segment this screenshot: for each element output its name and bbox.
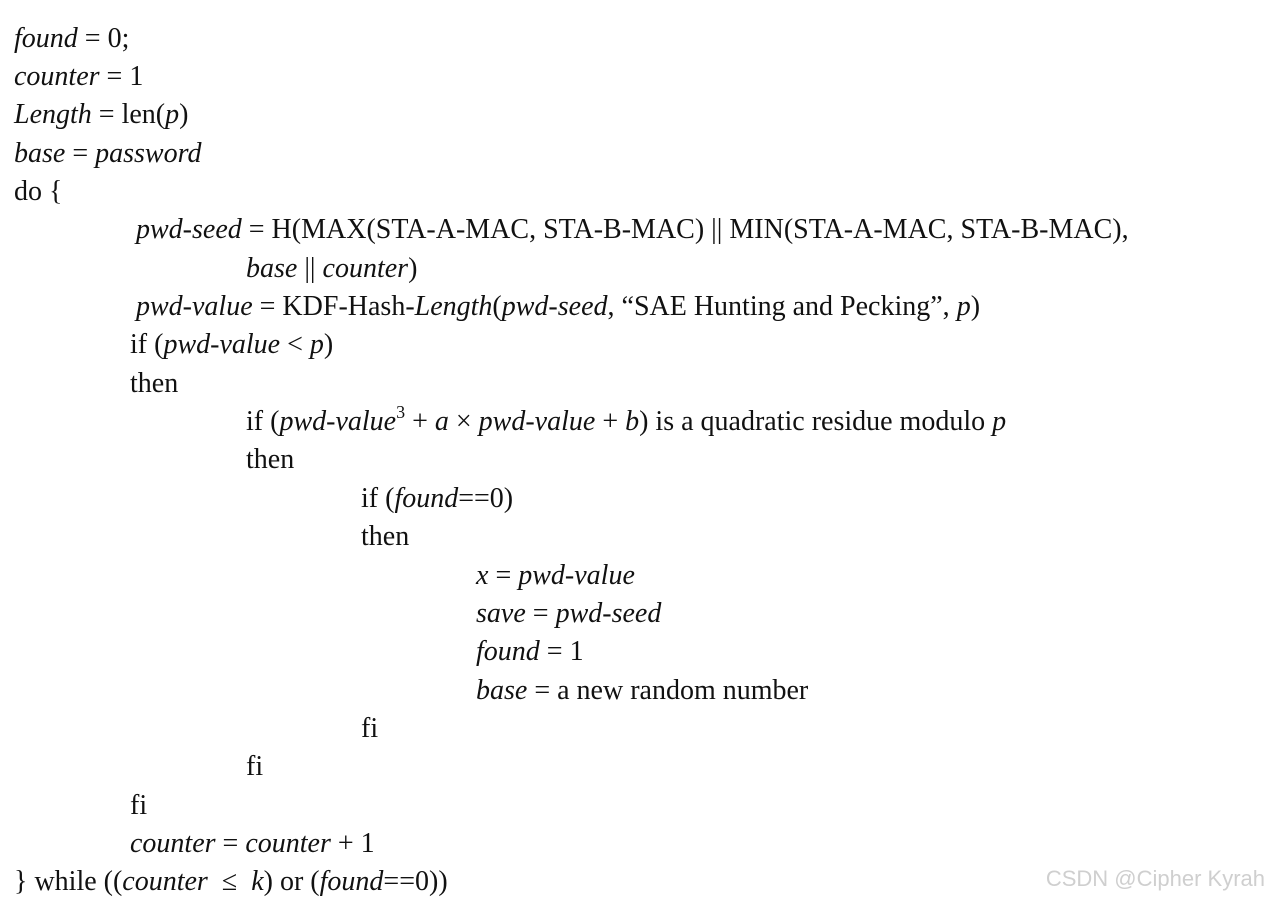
code-line — [14, 101, 188, 129]
code-text: then — [246, 444, 295, 475]
variable-text: pwd-value — [136, 291, 253, 322]
code-line — [14, 178, 62, 206]
variable-text: p — [992, 406, 1007, 437]
variable-text: pwd-seed — [555, 598, 662, 629]
code-line — [136, 216, 1129, 244]
code-text: ) — [408, 253, 418, 284]
code-text: ) or ( — [263, 866, 320, 897]
code-line — [476, 600, 661, 628]
code-text: = — [65, 138, 96, 169]
code-text: = len( — [91, 99, 166, 130]
code-text: = — [488, 560, 519, 591]
variable-text: found — [319, 866, 384, 897]
code-line — [14, 63, 143, 91]
variable-text: counter — [130, 828, 216, 859]
variable-text: k — [251, 866, 264, 897]
code-text: + 1 — [330, 828, 375, 859]
variable-text: counter — [322, 253, 409, 284]
code-line — [130, 830, 375, 858]
code-line — [361, 523, 409, 551]
superscript-text: 3 — [396, 402, 406, 422]
variable-text: found — [476, 636, 540, 667]
variable-text: Length — [14, 99, 92, 130]
variable-text: p — [309, 329, 324, 360]
code-text: } while (( — [14, 866, 123, 897]
code-text: ==0)) — [383, 866, 448, 897]
variable-text: pwd-seed — [501, 291, 608, 322]
variable-text: counter — [122, 866, 208, 897]
variable-text: b — [625, 406, 640, 437]
code-text: do { — [14, 176, 63, 207]
code-text: = 0; — [77, 23, 130, 54]
variable-text: pwd-value — [518, 560, 635, 591]
code-text: fi — [246, 751, 264, 782]
code-text: then — [361, 521, 410, 552]
variable-text: a — [434, 406, 449, 437]
variable-text: p — [165, 99, 180, 130]
code-text: ) — [323, 329, 334, 360]
variable-text: found — [394, 483, 459, 514]
code-text: + — [595, 406, 626, 437]
code-text: if ( — [361, 483, 395, 514]
variable-text: found — [14, 23, 78, 54]
code-text: ) — [179, 99, 189, 130]
code-text: × — [448, 406, 479, 437]
watermark: CSDN @Cipher Kyrah — [1045, 866, 1265, 891]
code-text: ==0) — [458, 483, 514, 514]
code-line — [14, 140, 201, 168]
code-line — [130, 331, 333, 359]
code-line — [246, 446, 294, 474]
code-line — [14, 25, 129, 53]
code-text: = a new random number — [527, 675, 809, 706]
code-text: ≤ — [207, 866, 252, 897]
code-text: fi — [130, 790, 148, 821]
code-text: ) — [970, 291, 981, 322]
code-text: if ( — [246, 406, 280, 437]
code-line — [246, 255, 417, 283]
variable-text: counter — [14, 61, 100, 92]
code-text: = H(MAX(STA-A-MAC, STA-B-MAC) || MIN(STA-A-MAC, STA-B-MAC), — [241, 214, 1129, 245]
code-text: , “SAE Hunting and Pecking”, — [607, 291, 957, 322]
code-line — [14, 868, 448, 896]
code-line — [246, 402, 1007, 437]
variable-text: base — [14, 138, 66, 169]
code-text: = KDF-Hash- — [252, 291, 415, 322]
code-line — [476, 562, 635, 590]
code-line — [136, 293, 980, 321]
code-text: || — [297, 253, 323, 284]
variable-text: save — [476, 598, 526, 629]
code-text: < — [280, 329, 310, 360]
code-text: then — [130, 368, 179, 399]
code-line — [246, 753, 263, 781]
code-line — [130, 792, 147, 820]
variable-text: p — [956, 291, 971, 322]
code-text: = — [215, 828, 246, 859]
variable-text: pwd-value — [478, 406, 596, 437]
code-text: fi — [361, 713, 379, 744]
code-text: ) is a quadratic residue modulo — [639, 406, 993, 437]
variable-text: base — [476, 675, 528, 706]
code-text: ( — [492, 291, 502, 322]
code-text: = 1 — [539, 636, 584, 667]
code-text: if ( — [130, 329, 164, 360]
variable-text: counter — [245, 828, 331, 859]
variable-text: Length — [414, 291, 493, 322]
code-line — [476, 638, 584, 666]
variable-text: password — [95, 138, 202, 169]
code-text: + — [405, 406, 435, 437]
code-line — [130, 370, 178, 398]
code-text: = — [525, 598, 556, 629]
variable-text: pwd-seed — [136, 214, 242, 245]
variable-text: base — [246, 253, 298, 284]
code-text: = 1 — [99, 61, 144, 92]
code-line — [361, 485, 513, 513]
variable-text: pwd-value — [279, 406, 397, 437]
variable-text: x — [476, 560, 489, 591]
variable-text: pwd-value — [163, 329, 281, 360]
code-line — [361, 715, 378, 743]
code-line — [476, 677, 808, 705]
